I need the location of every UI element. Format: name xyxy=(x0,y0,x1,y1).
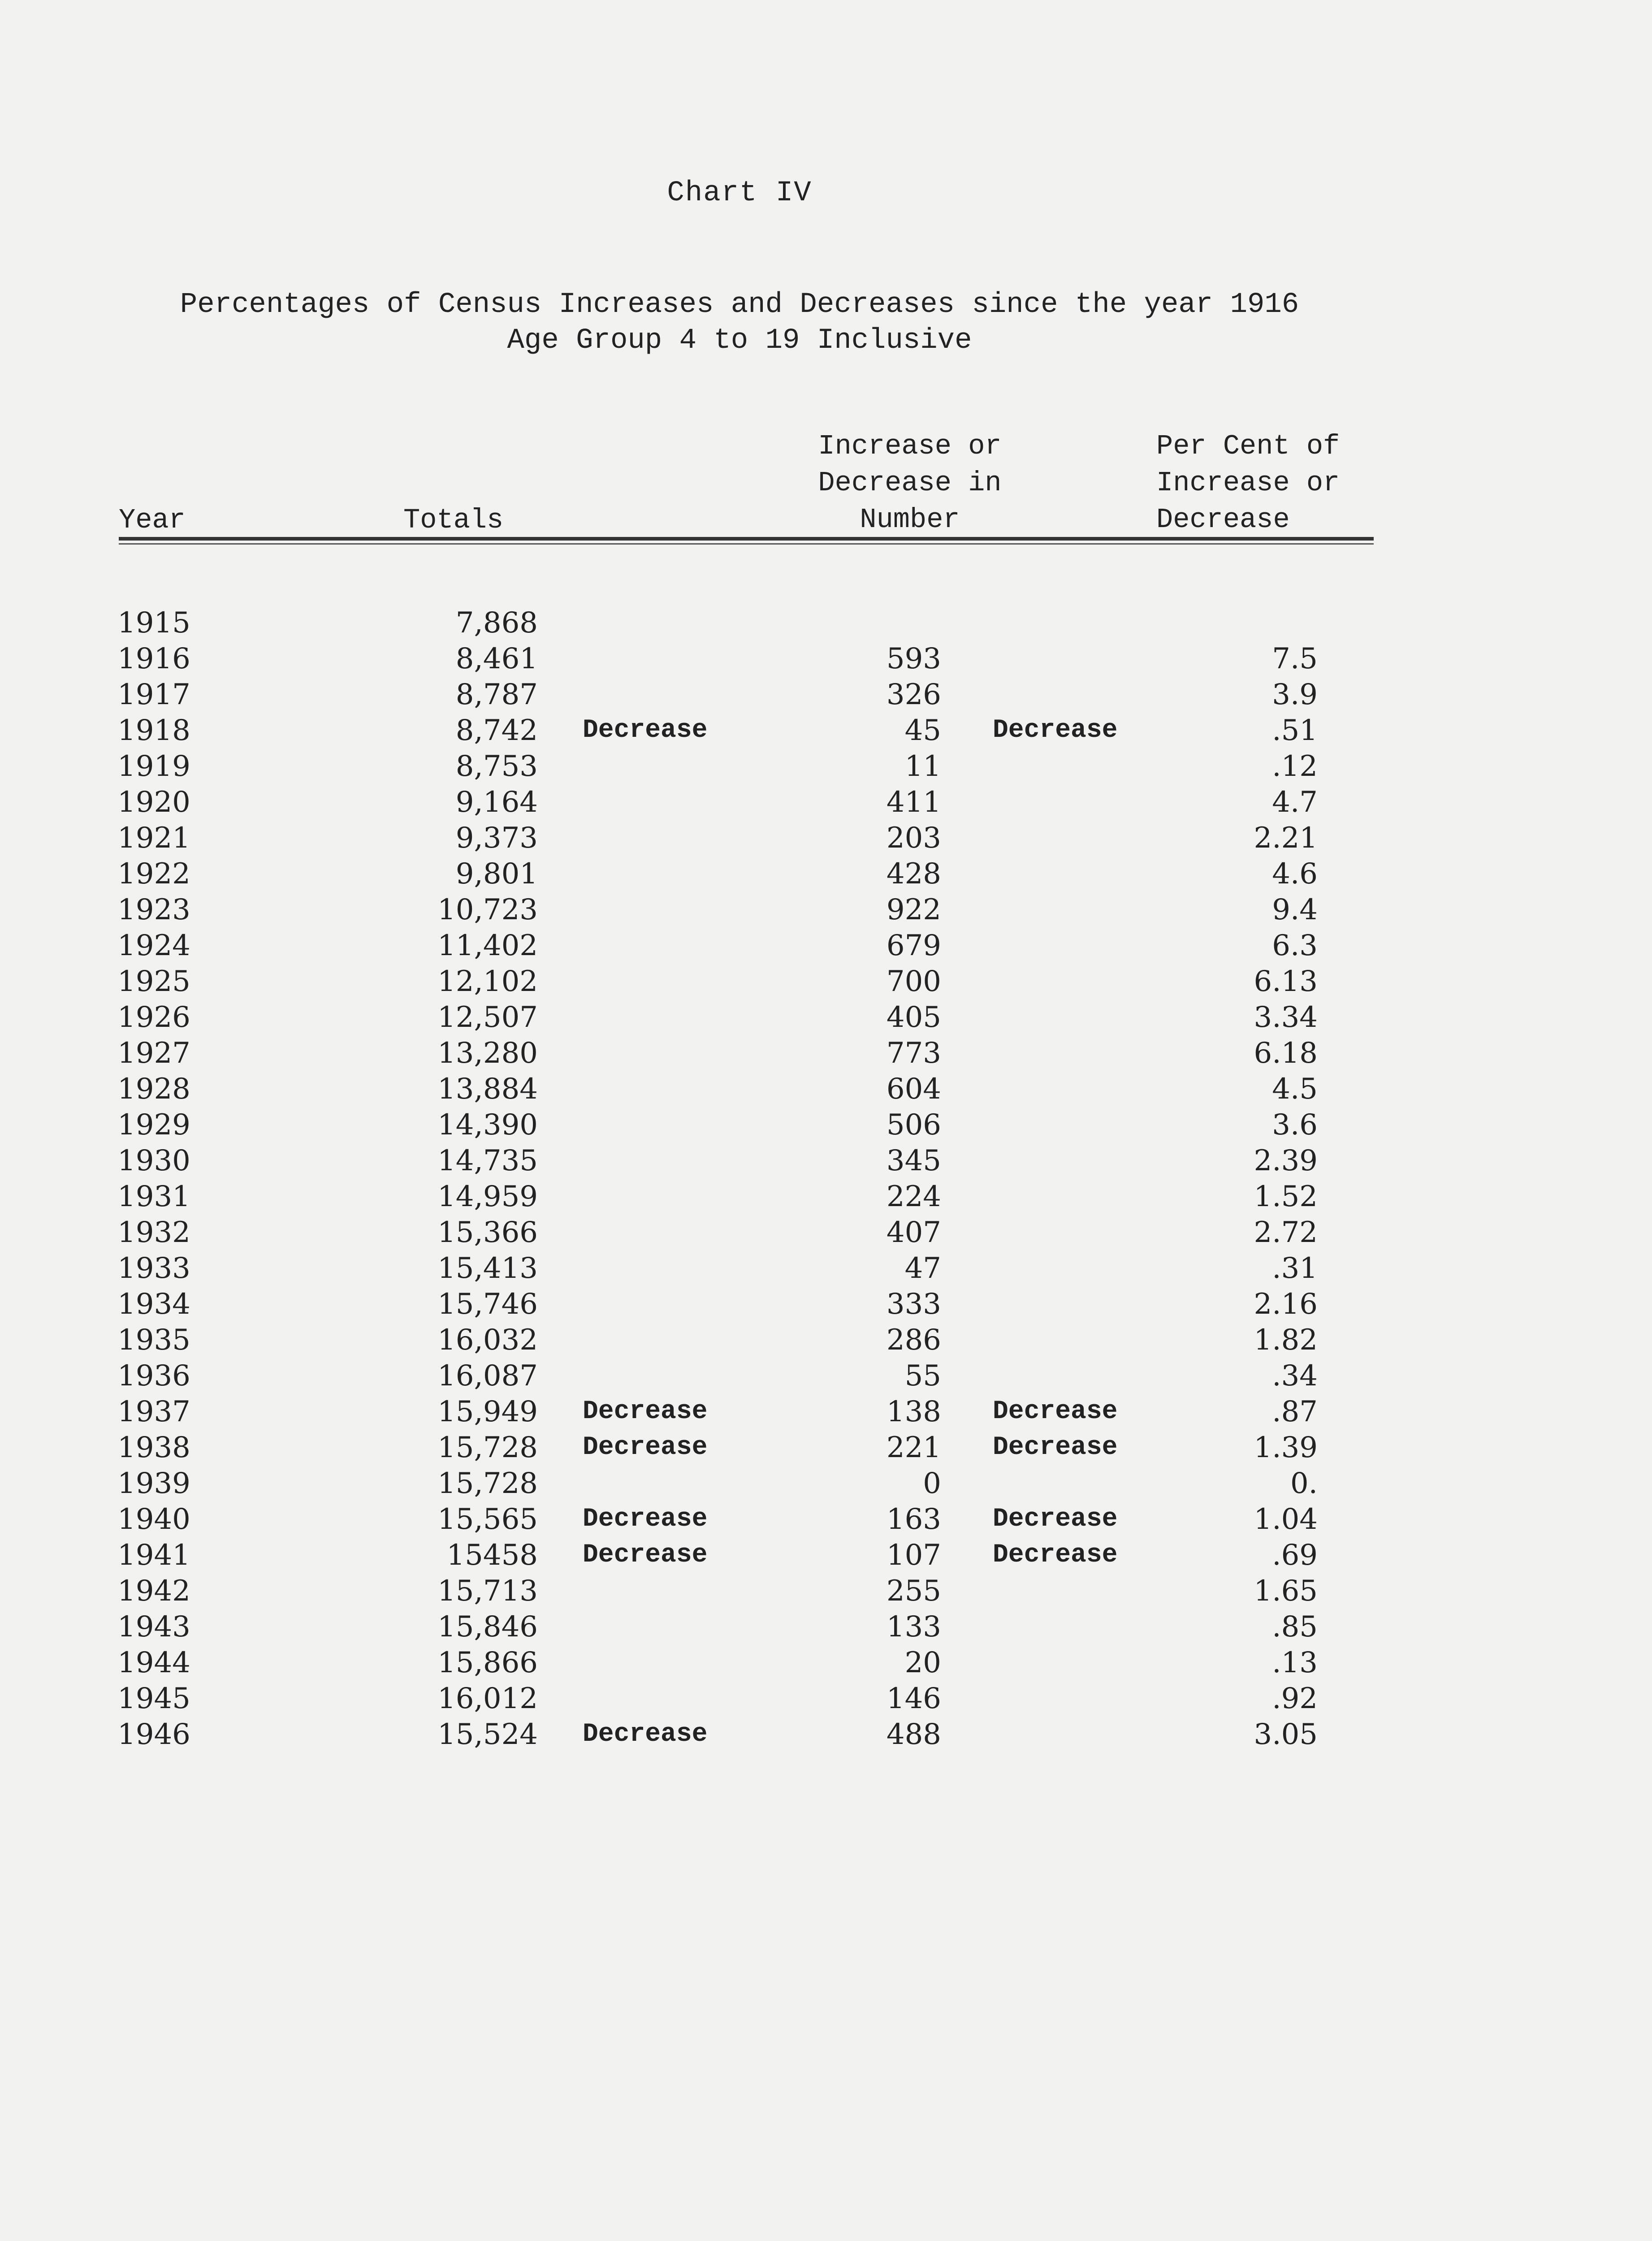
row-change-number: 203 xyxy=(886,822,941,855)
row-percent: 6.13 xyxy=(1254,965,1318,998)
row-change-number: 428 xyxy=(886,857,941,891)
table-row xyxy=(0,928,1479,964)
table-row xyxy=(0,1645,1479,1681)
row-decrease-label-1: Decrease xyxy=(583,716,708,745)
title-line-1: Percentages of Census Increases and Decreases since the year 1916 xyxy=(180,289,1299,321)
row-total: 8,742 xyxy=(455,714,538,747)
row-percent: 1.39 xyxy=(1254,1431,1318,1464)
row-percent: .69 xyxy=(1272,1539,1318,1572)
table-row xyxy=(0,1179,1479,1215)
row-change-number: 20 xyxy=(904,1646,941,1679)
row-total: 15,524 xyxy=(437,1718,538,1751)
row-change-number: 333 xyxy=(886,1288,941,1321)
row-change-number: 138 xyxy=(886,1395,941,1428)
row-year: 1922 xyxy=(117,857,190,891)
row-year: 1927 xyxy=(117,1037,190,1070)
row-percent: 6.18 xyxy=(1254,1037,1318,1070)
row-percent: .12 xyxy=(1272,750,1318,783)
table-row xyxy=(0,1071,1479,1107)
row-percent: 1.82 xyxy=(1254,1324,1318,1357)
table-row xyxy=(0,1358,1479,1394)
row-total: 9,373 xyxy=(455,822,538,855)
chart-label: Chart IV xyxy=(667,177,812,209)
row-total: 7,868 xyxy=(455,606,538,640)
row-change-number: 45 xyxy=(904,714,941,747)
row-year: 1928 xyxy=(117,1073,190,1106)
row-percent: 3.9 xyxy=(1272,678,1318,711)
table-row xyxy=(0,856,1479,892)
row-decrease-label-2: Decrease xyxy=(993,1505,1118,1534)
row-percent: 6.3 xyxy=(1272,929,1318,962)
row-percent: 4.7 xyxy=(1272,786,1318,819)
row-percent: 4.5 xyxy=(1272,1073,1318,1106)
header-increase-number xyxy=(798,428,1022,538)
header-rule-thin xyxy=(119,543,1374,545)
row-decrease-label-2: Decrease xyxy=(993,1397,1118,1426)
row-percent: .85 xyxy=(1272,1610,1318,1644)
row-change-number: 326 xyxy=(886,678,941,711)
row-total: 15,366 xyxy=(437,1216,538,1249)
table-row xyxy=(0,1466,1479,1501)
row-percent: .87 xyxy=(1272,1395,1318,1428)
row-change-number: 506 xyxy=(886,1108,941,1142)
row-total: 9,164 xyxy=(455,786,538,819)
row-percent: 2.16 xyxy=(1254,1288,1318,1321)
row-total: 15458 xyxy=(446,1539,538,1572)
row-year: 1942 xyxy=(117,1575,190,1608)
header-pct-line-2: Increase or xyxy=(1156,467,1340,499)
row-year: 1934 xyxy=(117,1288,190,1321)
row-change-number: 255 xyxy=(886,1575,941,1608)
row-change-number: 47 xyxy=(904,1252,941,1285)
row-year: 1919 xyxy=(117,750,190,783)
row-percent: 3.05 xyxy=(1254,1718,1318,1751)
row-year: 1935 xyxy=(117,1324,190,1357)
row-decrease-label-2: Decrease xyxy=(993,1433,1118,1462)
table-row xyxy=(0,1537,1479,1573)
row-decrease-label-1: Decrease xyxy=(583,1505,708,1534)
row-percent: .31 xyxy=(1272,1252,1318,1285)
row-year: 1944 xyxy=(117,1646,190,1679)
row-total: 14,959 xyxy=(437,1180,538,1213)
table-row xyxy=(0,641,1479,677)
table-row xyxy=(0,1286,1479,1322)
row-decrease-label-2: Decrease xyxy=(993,1540,1118,1570)
row-percent: 1.52 xyxy=(1254,1180,1318,1213)
row-total: 12,102 xyxy=(437,965,538,998)
row-total: 12,507 xyxy=(437,1001,538,1034)
row-total: 13,884 xyxy=(437,1073,538,1106)
row-percent: 2.21 xyxy=(1254,822,1318,855)
row-year: 1931 xyxy=(117,1180,190,1213)
row-year: 1938 xyxy=(117,1431,190,1464)
data-table xyxy=(0,605,1479,1752)
title-line-2: Age Group 4 to 19 Inclusive xyxy=(507,324,972,357)
row-change-number: 773 xyxy=(886,1037,941,1070)
row-total: 15,713 xyxy=(437,1575,538,1608)
table-row xyxy=(0,748,1479,784)
row-change-number: 411 xyxy=(886,786,941,819)
row-total: 10,723 xyxy=(437,893,538,926)
row-decrease-label-1: Decrease xyxy=(583,1397,708,1426)
row-percent: 2.39 xyxy=(1254,1144,1318,1177)
table-row xyxy=(0,1717,1479,1752)
row-year: 1920 xyxy=(117,786,190,819)
header-totals: Totals xyxy=(403,504,504,536)
row-percent: 7.5 xyxy=(1272,642,1318,675)
row-percent: .13 xyxy=(1272,1646,1318,1679)
table-row xyxy=(0,1215,1479,1250)
row-year: 1924 xyxy=(117,929,190,962)
row-change-number: 405 xyxy=(886,1001,941,1034)
row-total: 11,402 xyxy=(437,929,538,962)
row-change-number: 593 xyxy=(886,642,941,675)
row-year: 1926 xyxy=(117,1001,190,1034)
row-change-number: 345 xyxy=(886,1144,941,1177)
row-total: 13,280 xyxy=(437,1037,538,1070)
row-change-number: 488 xyxy=(886,1718,941,1751)
table-row xyxy=(0,713,1479,748)
row-change-number: 133 xyxy=(886,1610,941,1644)
row-percent: 2.72 xyxy=(1254,1216,1318,1249)
header-pct-line-1: Per Cent of xyxy=(1156,430,1340,462)
table-row xyxy=(0,820,1479,856)
row-year: 1943 xyxy=(117,1610,190,1644)
table-row xyxy=(0,1681,1479,1717)
row-total: 15,728 xyxy=(437,1431,538,1464)
row-year: 1932 xyxy=(117,1216,190,1249)
row-change-number: 679 xyxy=(886,929,941,962)
row-year: 1941 xyxy=(117,1539,190,1572)
row-decrease-label-1: Decrease xyxy=(583,1433,708,1462)
row-total: 15,565 xyxy=(437,1503,538,1536)
header-rule xyxy=(119,537,1374,541)
row-total: 15,728 xyxy=(437,1467,538,1500)
row-year: 1918 xyxy=(117,714,190,747)
header-year: Year xyxy=(119,504,186,536)
row-total: 8,753 xyxy=(455,750,538,783)
header-inc-line-2: Decrease in xyxy=(818,467,1002,499)
row-total: 16,012 xyxy=(437,1682,538,1715)
row-change-number: 224 xyxy=(886,1180,941,1213)
row-change-number: 55 xyxy=(904,1359,941,1393)
row-change-number: 146 xyxy=(886,1682,941,1715)
row-change-number: 107 xyxy=(886,1539,941,1572)
header-inc-line-3: Number xyxy=(860,504,960,536)
row-percent: .92 xyxy=(1272,1682,1318,1715)
row-percent: 1.04 xyxy=(1254,1503,1318,1536)
row-year: 1917 xyxy=(117,678,190,711)
row-total: 14,390 xyxy=(437,1108,538,1142)
row-change-number: 221 xyxy=(886,1431,941,1464)
row-year: 1945 xyxy=(117,1682,190,1715)
table-row xyxy=(0,1143,1479,1179)
row-change-number: 922 xyxy=(886,893,941,926)
row-total: 8,787 xyxy=(455,678,538,711)
row-change-number: 11 xyxy=(904,750,941,783)
row-change-number: 407 xyxy=(886,1216,941,1249)
row-total: 9,801 xyxy=(455,857,538,891)
row-year: 1933 xyxy=(117,1252,190,1285)
row-total: 16,032 xyxy=(437,1324,538,1357)
header-percent xyxy=(1156,428,1340,538)
table-row xyxy=(0,892,1479,928)
row-percent: 3.34 xyxy=(1254,1001,1318,1034)
table-row xyxy=(0,1035,1479,1071)
table-row xyxy=(0,1250,1479,1286)
table-row xyxy=(0,784,1479,820)
row-year: 1930 xyxy=(117,1144,190,1177)
row-percent: .34 xyxy=(1272,1359,1318,1393)
row-total: 15,846 xyxy=(437,1610,538,1644)
table-row xyxy=(0,1573,1479,1609)
table-row xyxy=(0,1322,1479,1358)
row-year: 1940 xyxy=(117,1503,190,1536)
row-year: 1925 xyxy=(117,965,190,998)
table-row xyxy=(0,1394,1479,1430)
row-total: 15,746 xyxy=(437,1288,538,1321)
document-title xyxy=(0,287,1479,359)
table-row xyxy=(0,605,1479,641)
row-year: 1946 xyxy=(117,1718,190,1751)
row-total: 15,413 xyxy=(437,1252,538,1285)
row-decrease-label-1: Decrease xyxy=(583,1720,708,1749)
row-percent: 9.4 xyxy=(1272,893,1318,926)
table-row xyxy=(0,1107,1479,1143)
row-total: 15,949 xyxy=(437,1395,538,1428)
row-total: 16,087 xyxy=(437,1359,538,1393)
row-year: 1929 xyxy=(117,1108,190,1142)
table-row xyxy=(0,964,1479,999)
row-total: 15,866 xyxy=(437,1646,538,1679)
row-percent: 1.65 xyxy=(1254,1575,1318,1608)
row-year: 1937 xyxy=(117,1395,190,1428)
row-total: 8,461 xyxy=(455,642,538,675)
row-year: 1939 xyxy=(117,1467,190,1500)
row-percent: 3.6 xyxy=(1272,1108,1318,1142)
row-percent: .51 xyxy=(1272,714,1318,747)
header-inc-line-1: Increase or xyxy=(818,430,1002,462)
row-change-number: 0 xyxy=(923,1467,941,1500)
row-year: 1915 xyxy=(117,606,190,640)
table-row xyxy=(0,1501,1479,1537)
row-change-number: 700 xyxy=(886,965,941,998)
row-decrease-label-2: Decrease xyxy=(993,716,1118,745)
row-percent: 0. xyxy=(1290,1467,1318,1500)
row-year: 1916 xyxy=(117,642,190,675)
table-row xyxy=(0,1430,1479,1466)
row-year: 1936 xyxy=(117,1359,190,1393)
row-change-number: 286 xyxy=(886,1324,941,1357)
row-change-number: 604 xyxy=(886,1073,941,1106)
row-year: 1921 xyxy=(117,822,190,855)
table-row xyxy=(0,999,1479,1035)
row-total: 14,735 xyxy=(437,1144,538,1177)
table-row xyxy=(0,1609,1479,1645)
row-decrease-label-1: Decrease xyxy=(583,1540,708,1570)
row-change-number: 163 xyxy=(886,1503,941,1536)
table-row xyxy=(0,677,1479,713)
row-percent: 4.6 xyxy=(1272,857,1318,891)
header-pct-line-3: Decrease xyxy=(1156,504,1290,536)
row-year: 1923 xyxy=(117,893,190,926)
